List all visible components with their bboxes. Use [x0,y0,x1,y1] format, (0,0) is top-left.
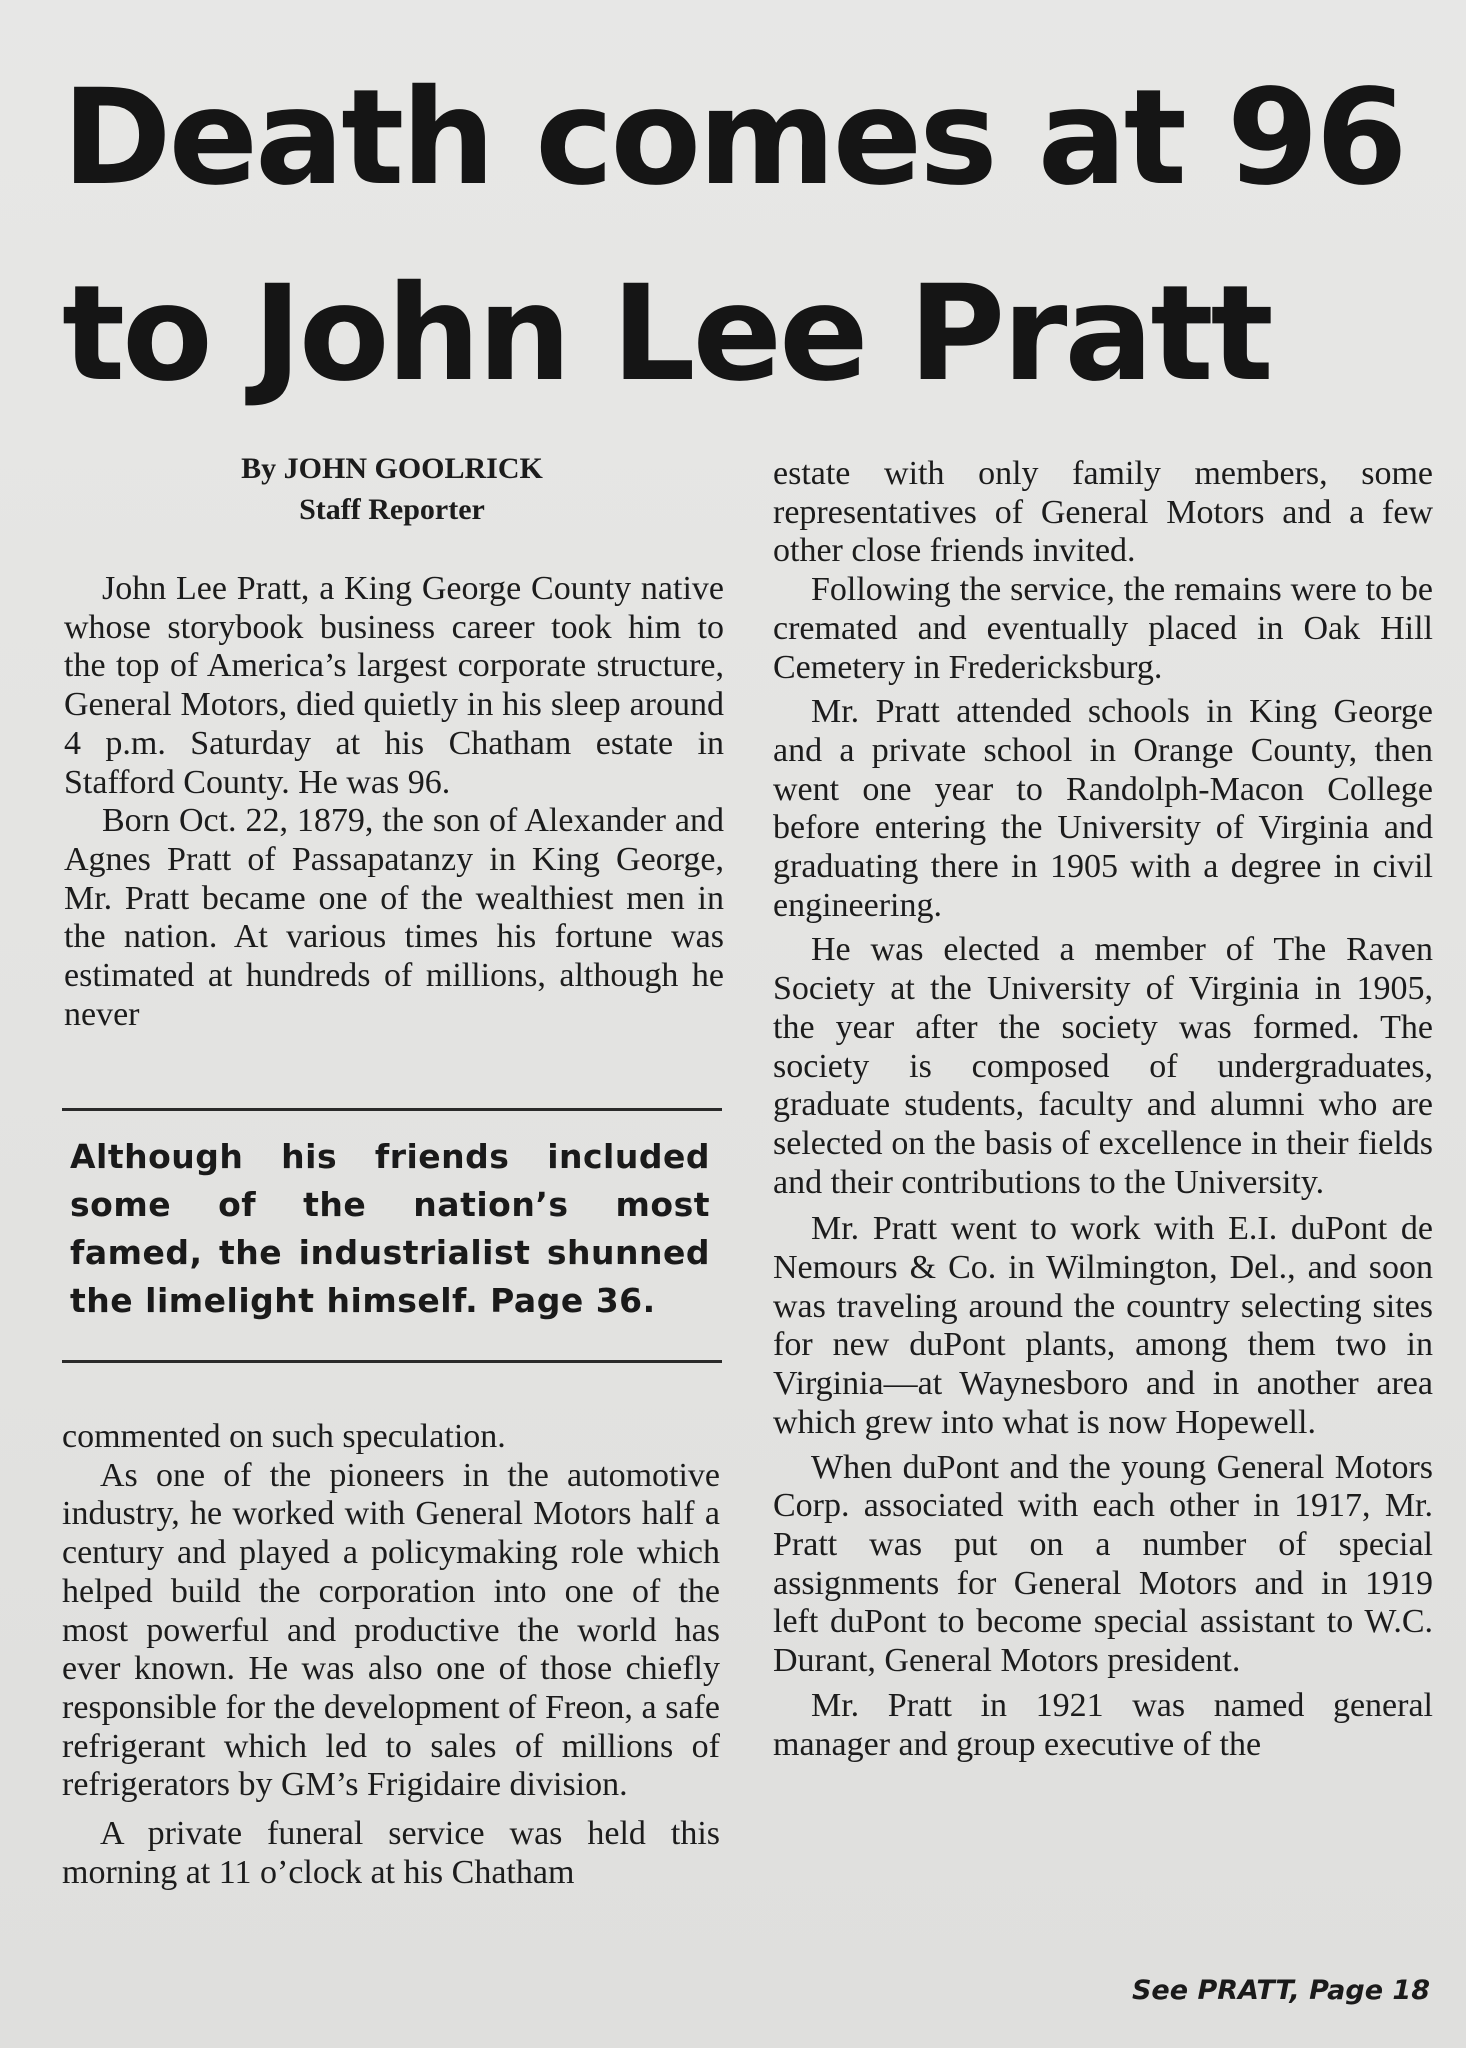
paragraph: Mr. Pratt attended schools in King George and a private school in Orange County, then went one year to Randolph-Macon College before entering the University of Virginia and graduating there in 1905 with a degree in civil engineering. [773,693,1433,924]
byline-role: Staff Reporter [299,493,485,526]
pullquote-rule-bottom [62,1360,722,1363]
headline-line-1: Death comes at 96 [62,61,1405,215]
continuation-line: See PRATT, Page 18 [1131,1975,1430,2006]
paragraph: commented on such speculation. [62,1418,506,1455]
paragraph: When duPont and the young General Motors Corp. associated with each other in 1917, Mr. Pratt was put on a number of special assignments for General Motors and in 1919 left duPont to become special assistant to W.C. Durant, General Motors president. [773,1448,1433,1680]
column-1-bottom [62,1418,720,1892]
paragraph: Born Oct. 22, 1879, the son of Alexander and Agnes Pratt of Passapatanzy in King George, Mr. Pratt became one of the wealthiest men in the nation. At various times his fortune was estimated at hundreds of millions, although he never [64,802,724,1033]
paragraph: Following the service, the remains were to be cremated and eventually placed in Oak Hill Cemetery in Fredericksburg. [773,571,1433,686]
column-2 [773,455,1433,1764]
paragraph: Mr. Pratt went to work with E.I. duPont de Nemours & Co. in Wilmington, Del., and soon was traveling around the country selecting sites for new duPont plants, among them two in Virginia—at Waynesboro and in another area which grew into what is now Hopewell. [773,1210,1433,1441]
paragraph: A private funeral service was held this morning at 11 o’clock at his Chatham [62,1815,720,1891]
paragraph: As one of the pioneers in the automotive industry, he worked with General Motors half a century and played a policymaking role which helped build the corporation into one of the most powerful and productive the world has ever known. He was also one of those chiefly responsible for the development of Freon, a safe refrigerant which led to sales of millions of refrigerators by GM’s Frigidaire division. [62,1456,720,1804]
paragraph: Mr. Pratt in 1921 was named general manager and group executive of the [773,1686,1433,1763]
pullquote: Although his friends included some of the nation’s most famed, the industrialist shunned the limelight himself. Page 36. [70,1137,710,1320]
byline [62,448,722,530]
pullquote-rule-top [62,1108,722,1111]
column-1-top [64,570,724,1034]
paragraph: He was elected a member of The Raven Society at the University of Virginia in 1905, the year after the society was formed. The society is composed of undergraduates, graduate students, faculty and alumni who are selected on the basis of excellence in their fields and their contributions to the University. [773,931,1433,1201]
byline-author: By JOHN GOOLRICK [241,452,543,485]
headline-line-2: to John Lee Pratt [62,257,1271,411]
headline [62,40,1442,432]
paragraph: John Lee Pratt, a King George County native whose storybook business career took him to the top of America’s largest corporate structure, General Motors, died quietly in his sleep around 4 p.m. Saturday at his Chatham estate in Stafford County. He was 96. [64,570,724,801]
paragraph: estate with only family members, some representatives of General Motors and a few other close friends invited. [773,455,1433,570]
